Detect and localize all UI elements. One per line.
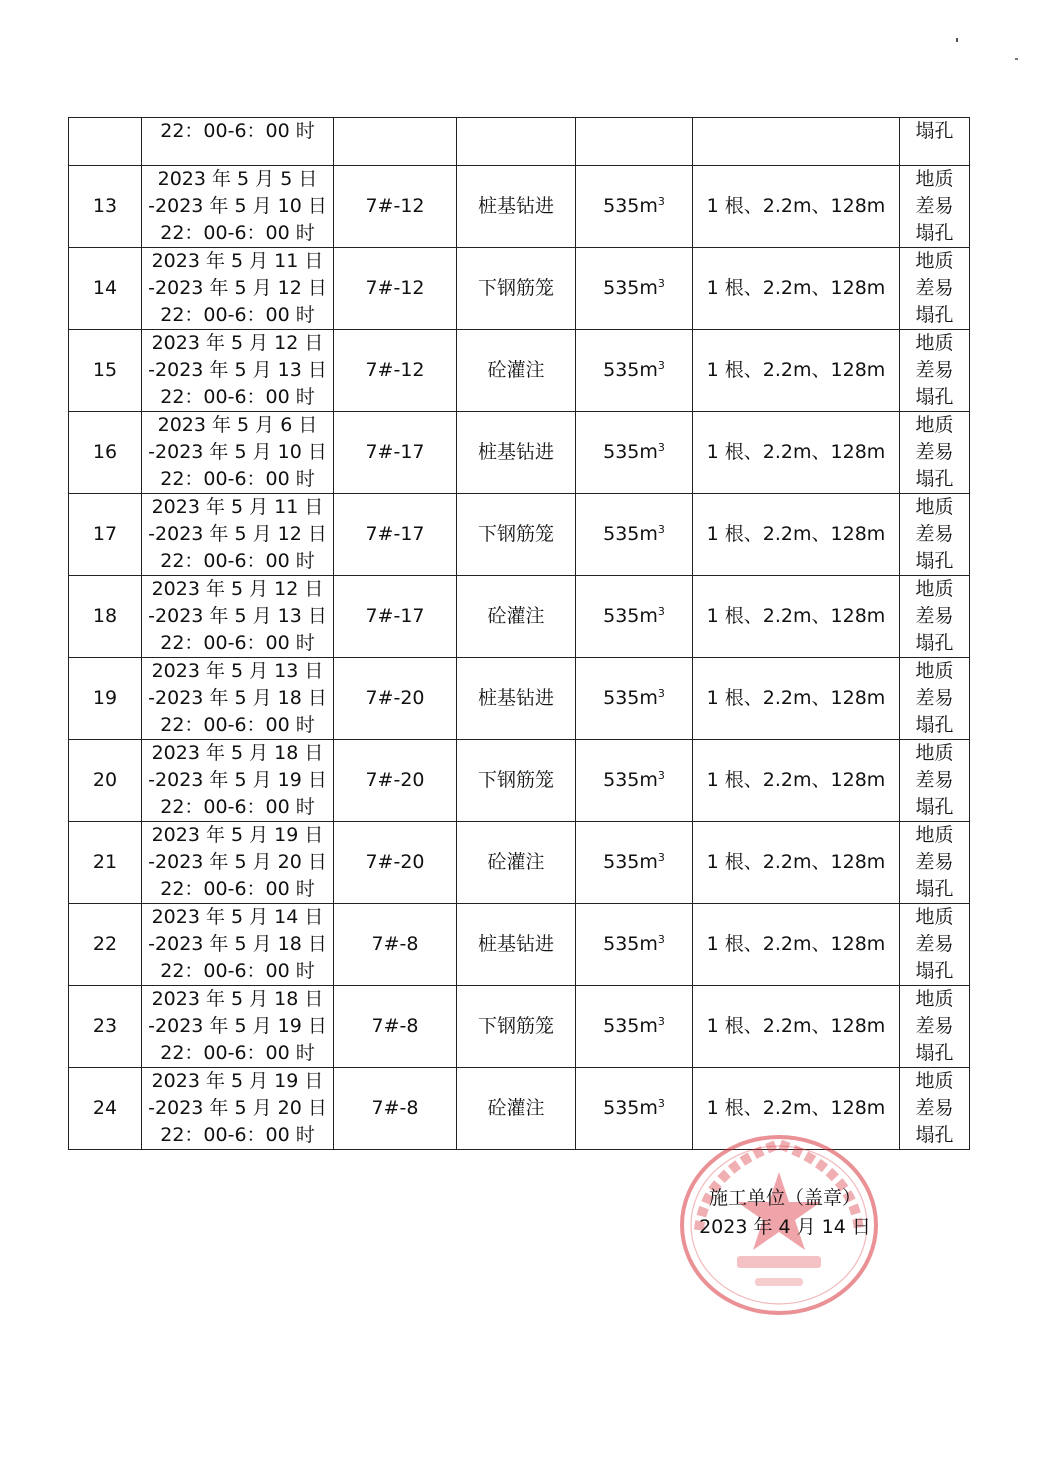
note-line: 地质 <box>915 742 954 764</box>
note-line: 塌孔 <box>915 222 954 244</box>
note-line: 塌孔 <box>915 714 954 736</box>
row-number: 14 <box>92 277 118 299</box>
note-line: 差易 <box>915 769 954 791</box>
cell-no <box>69 494 142 576</box>
time-line: 2023 年 5 月 18 日 <box>151 742 324 764</box>
cell-spec <box>693 658 900 740</box>
note-line: 差易 <box>915 933 954 955</box>
cell-time <box>142 904 334 986</box>
volume-number: 535m <box>603 851 658 873</box>
cell-note <box>900 248 970 330</box>
volume-exponent: 3 <box>657 195 665 208</box>
cell-time: 22：00-6：00 时 <box>142 118 334 166</box>
cell-process <box>457 904 576 986</box>
time-line: 2023 年 5 月 5 日 <box>157 168 318 190</box>
cell-volume <box>576 330 693 412</box>
pile-id: 7#-12 <box>365 277 425 299</box>
time-line: -2023 年 5 月 13 日 <box>148 359 327 381</box>
note-line: 塌孔 <box>915 796 954 818</box>
pile-id: 7#-20 <box>365 687 425 709</box>
note-line: 地质 <box>915 824 954 846</box>
table-row <box>69 166 970 248</box>
row-number: 16 <box>92 441 118 463</box>
cell-volume <box>576 1068 693 1150</box>
pile-spec: 1 根、2.2m、128m <box>706 359 886 381</box>
volume-value <box>576 931 692 958</box>
pile-id: 7#-12 <box>365 195 425 217</box>
table-row <box>69 986 970 1068</box>
volume-value <box>576 767 692 794</box>
cell-volume <box>576 986 693 1068</box>
time-line: 2023 年 5 月 14 日 <box>151 906 324 928</box>
time-line: -2023 年 5 月 19 日 <box>148 1015 327 1037</box>
cell-pile <box>334 118 457 166</box>
pile-id: 7#-17 <box>365 605 425 627</box>
process-name: 下钢筋笼 <box>477 1015 554 1037</box>
time-line: 2023 年 5 月 19 日 <box>151 824 324 846</box>
table-row <box>69 822 970 904</box>
volume-exponent: 3 <box>657 1097 665 1110</box>
cell-process <box>457 330 576 412</box>
cell-spec <box>693 986 900 1068</box>
cell-time <box>142 412 334 494</box>
cell-time <box>142 576 334 658</box>
cell-pile <box>334 494 457 576</box>
cell-no <box>69 330 142 412</box>
cell-pile <box>334 412 457 494</box>
note-line: 塌孔 <box>915 550 954 572</box>
cell-note <box>900 822 970 904</box>
note-line: 差易 <box>915 851 954 873</box>
cell-note <box>900 330 970 412</box>
pile-spec: 1 根、2.2m、128m <box>706 523 886 545</box>
cell-volume <box>576 412 693 494</box>
volume-value <box>576 275 692 302</box>
cell-time <box>142 740 334 822</box>
cell-no <box>69 1068 142 1150</box>
volume-value <box>576 357 692 384</box>
cell-pile <box>334 248 457 330</box>
row-number: 24 <box>92 1097 118 1119</box>
table-row-continued <box>69 118 970 166</box>
pile-id: 7#-20 <box>365 769 425 791</box>
cell-volume <box>576 658 693 740</box>
table-row <box>69 740 970 822</box>
cell-volume <box>576 740 693 822</box>
cell-spec <box>693 576 900 658</box>
cell-time <box>142 494 334 576</box>
note-line: 差易 <box>915 1097 954 1119</box>
cell-no <box>69 658 142 740</box>
time-line: 2023 年 5 月 13 日 <box>151 660 324 682</box>
cell-process <box>457 248 576 330</box>
pile-id: 7#-8 <box>371 933 419 955</box>
table-row <box>69 248 970 330</box>
time-line: 22：00-6：00 时 <box>160 1042 315 1064</box>
row-number: 13 <box>92 195 118 217</box>
construction-schedule-table <box>68 117 970 1150</box>
note-line: 差易 <box>915 359 954 381</box>
time-line: 22：00-6：00 时 <box>160 222 315 244</box>
volume-exponent: 3 <box>657 277 665 290</box>
note-line: 地质 <box>915 578 954 600</box>
volume-exponent: 3 <box>657 851 665 864</box>
note-line: 差易 <box>915 523 954 545</box>
construction-unit-label: 施工单位（盖章） <box>708 1187 861 1209</box>
volume-value <box>576 193 692 220</box>
note-line: 差易 <box>915 605 954 627</box>
time-line: -2023 年 5 月 18 日 <box>148 933 327 955</box>
row-number: 15 <box>92 359 118 381</box>
volume-number: 535m <box>603 933 658 955</box>
row-number: 20 <box>92 769 118 791</box>
note-line: 塌孔 <box>915 468 954 490</box>
volume-number: 535m <box>603 277 658 299</box>
note-line: 地质 <box>915 660 954 682</box>
cell-spec <box>693 166 900 248</box>
cell-volume <box>576 248 693 330</box>
time-line: 22：00-6：00 时 <box>160 632 315 654</box>
cell-volume <box>576 166 693 248</box>
volume-exponent: 3 <box>657 933 665 946</box>
volume-exponent: 3 <box>657 523 665 536</box>
cell-volume <box>576 576 693 658</box>
time-line: 2023 年 5 月 19 日 <box>151 1070 324 1092</box>
time-line: -2023 年 5 月 20 日 <box>148 1097 327 1119</box>
cell-spec <box>693 1068 900 1150</box>
time-line: -2023 年 5 月 18 日 <box>148 687 327 709</box>
process-name: 砼灌注 <box>487 1097 545 1119</box>
process-name: 下钢筋笼 <box>477 523 554 545</box>
cell-process <box>457 822 576 904</box>
table-row <box>69 494 970 576</box>
cell-note <box>900 412 970 494</box>
cell-volume <box>576 822 693 904</box>
volume-value <box>576 603 692 630</box>
cell-time <box>142 330 334 412</box>
cell-time <box>142 1068 334 1150</box>
cell-note: 塌孔 <box>900 118 970 166</box>
volume-number: 535m <box>603 769 658 791</box>
pile-spec: 1 根、2.2m、128m <box>706 933 886 955</box>
volume-number: 535m <box>603 1097 658 1119</box>
time-line: 22：00-6：00 时 <box>160 796 315 818</box>
note-line: 塌孔 <box>915 1124 954 1146</box>
pile-id: 7#-8 <box>371 1015 419 1037</box>
volume-exponent: 3 <box>657 605 665 618</box>
time-line: 22：00-6：00 时 <box>160 1124 315 1146</box>
table-row <box>69 330 970 412</box>
pile-id: 7#-12 <box>365 359 425 381</box>
cell-volume <box>576 494 693 576</box>
cell-time <box>142 658 334 740</box>
volume-value <box>576 521 692 548</box>
pile-spec: 1 根、2.2m、128m <box>706 769 886 791</box>
note-line: 差易 <box>915 1015 954 1037</box>
note-line: 差易 <box>915 441 954 463</box>
note-line: 地质 <box>915 988 954 1010</box>
signature-block <box>690 1184 880 1242</box>
cell-pile <box>334 986 457 1068</box>
time-line: 22：00-6：00 时 <box>160 304 315 326</box>
cell-process <box>457 166 576 248</box>
note-line: 差易 <box>915 195 954 217</box>
cell-time <box>142 166 334 248</box>
row-number: 17 <box>92 523 118 545</box>
note-line: 地质 <box>915 332 954 354</box>
cell-spec <box>693 330 900 412</box>
volume-number: 535m <box>603 687 658 709</box>
pile-spec: 1 根、2.2m、128m <box>706 1097 886 1119</box>
volume-value <box>576 1095 692 1122</box>
cell-pile <box>334 904 457 986</box>
pile-id: 7#-17 <box>365 523 425 545</box>
volume-exponent: 3 <box>657 687 665 700</box>
time-line: -2023 年 5 月 13 日 <box>148 605 327 627</box>
note-line: 塌孔 <box>915 960 954 982</box>
cell-pile <box>334 576 457 658</box>
cell-spec <box>693 412 900 494</box>
cell-process <box>457 986 576 1068</box>
cell-no <box>69 740 142 822</box>
pile-id: 7#-17 <box>365 441 425 463</box>
cell-volume <box>576 904 693 986</box>
table-row <box>69 1068 970 1150</box>
volume-number: 535m <box>603 523 658 545</box>
cell-no <box>69 118 142 166</box>
time-line: 22：00-6：00 时 <box>160 878 315 900</box>
cell-volume <box>576 118 693 166</box>
note-line: 差易 <box>915 687 954 709</box>
process-name: 桩基钻进 <box>477 687 554 709</box>
cell-process <box>457 658 576 740</box>
cell-pile <box>334 822 457 904</box>
cell-note <box>900 166 970 248</box>
volume-exponent: 3 <box>657 359 665 372</box>
cell-process <box>457 412 576 494</box>
row-number: 23 <box>92 1015 118 1037</box>
cell-process <box>457 118 576 166</box>
volume-number: 535m <box>603 441 658 463</box>
volume-value <box>576 1013 692 1040</box>
note-line: 地质 <box>915 168 954 190</box>
cell-process <box>457 576 576 658</box>
time-line: -2023 年 5 月 19 日 <box>148 769 327 791</box>
time-line: 22：00-6：00 时 <box>160 468 315 490</box>
cell-note <box>900 1068 970 1150</box>
cell-note <box>900 576 970 658</box>
row-number: 21 <box>92 851 118 873</box>
process-name: 砼灌注 <box>487 359 545 381</box>
process-name: 砼灌注 <box>487 605 545 627</box>
cell-process <box>457 1068 576 1150</box>
cell-spec <box>693 248 900 330</box>
time-line: 22：00-6：00 时 <box>160 714 315 736</box>
cell-pile <box>334 740 457 822</box>
pile-spec: 1 根、2.2m、128m <box>706 441 886 463</box>
pile-spec: 1 根、2.2m、128m <box>706 851 886 873</box>
cell-process <box>457 494 576 576</box>
time-line: -2023 年 5 月 10 日 <box>148 441 327 463</box>
time-line: 2023 年 5 月 12 日 <box>151 578 324 600</box>
row-number: 18 <box>92 605 118 627</box>
table-body <box>69 118 970 1150</box>
cell-no <box>69 904 142 986</box>
time-line: 22：00-6：00 时 <box>160 386 315 408</box>
note-line: 地质 <box>915 906 954 928</box>
cell-no <box>69 166 142 248</box>
cell-no <box>69 576 142 658</box>
volume-value <box>576 849 692 876</box>
cell-note <box>900 904 970 986</box>
note-line: 地质 <box>915 496 954 518</box>
process-name: 桩基钻进 <box>477 195 554 217</box>
cell-pile <box>334 166 457 248</box>
time-line: 2023 年 5 月 6 日 <box>157 414 318 436</box>
note-line: 差易 <box>915 277 954 299</box>
note-line: 地质 <box>915 250 954 272</box>
cell-note <box>900 658 970 740</box>
note-line: 塌孔 <box>915 386 954 408</box>
cell-time <box>142 822 334 904</box>
cell-pile <box>334 1068 457 1150</box>
process-name: 下钢筋笼 <box>477 277 554 299</box>
note-line: 地质 <box>915 414 954 436</box>
cell-spec <box>693 118 900 166</box>
cell-time <box>142 986 334 1068</box>
note-line: 塌孔 <box>915 878 954 900</box>
table-row <box>69 412 970 494</box>
volume-value <box>576 685 692 712</box>
cell-pile <box>334 658 457 740</box>
scan-speck <box>956 38 958 42</box>
cell-note <box>900 494 970 576</box>
cell-note <box>900 740 970 822</box>
time-line: -2023 年 5 月 10 日 <box>148 195 327 217</box>
time-line: 2023 年 5 月 12 日 <box>151 332 324 354</box>
process-name: 桩基钻进 <box>477 933 554 955</box>
time-line: 2023 年 5 月 11 日 <box>151 250 324 272</box>
volume-exponent: 3 <box>657 441 665 454</box>
cell-time <box>142 248 334 330</box>
row-number: 22 <box>92 933 118 955</box>
volume-number: 535m <box>603 605 658 627</box>
volume-value <box>576 439 692 466</box>
volume-exponent: 3 <box>657 769 665 782</box>
time-line: 22：00-6：00 时 <box>160 960 315 982</box>
note-line: 塌孔 <box>915 1042 954 1064</box>
cell-spec <box>693 822 900 904</box>
table-row <box>69 576 970 658</box>
time-line: 2023 年 5 月 18 日 <box>151 988 324 1010</box>
cell-process <box>457 740 576 822</box>
cell-no <box>69 412 142 494</box>
pile-spec: 1 根、2.2m、128m <box>706 277 886 299</box>
process-name: 下钢筋笼 <box>477 769 554 791</box>
pile-id: 7#-8 <box>371 1097 419 1119</box>
pile-spec: 1 根、2.2m、128m <box>706 1015 886 1037</box>
time-line: 22：00-6：00 时 <box>160 550 315 572</box>
note-line: 塌孔 <box>915 304 954 326</box>
row-number: 19 <box>92 687 118 709</box>
pile-spec: 1 根、2.2m、128m <box>706 687 886 709</box>
note-line: 塌孔 <box>915 632 954 654</box>
cell-spec <box>693 740 900 822</box>
time-line: -2023 年 5 月 20 日 <box>148 851 327 873</box>
scan-speck <box>1015 58 1018 60</box>
cell-pile <box>334 330 457 412</box>
pile-spec: 1 根、2.2m、128m <box>706 195 886 217</box>
process-name: 砼灌注 <box>487 851 545 873</box>
volume-number: 535m <box>603 359 658 381</box>
cell-spec <box>693 904 900 986</box>
cell-note <box>900 986 970 1068</box>
cell-no <box>69 248 142 330</box>
time-line: -2023 年 5 月 12 日 <box>148 523 327 545</box>
cell-no <box>69 986 142 1068</box>
table-row <box>69 904 970 986</box>
table-row <box>69 658 970 740</box>
pile-id: 7#-20 <box>365 851 425 873</box>
cell-spec <box>693 494 900 576</box>
note-line: 地质 <box>915 1070 954 1092</box>
cell-no <box>69 822 142 904</box>
process-name: 桩基钻进 <box>477 441 554 463</box>
time-line: -2023 年 5 月 12 日 <box>148 277 327 299</box>
volume-exponent: 3 <box>657 1015 665 1028</box>
signature-date: 2023 年 4 月 14 日 <box>699 1216 871 1238</box>
volume-number: 535m <box>603 195 658 217</box>
volume-number: 535m <box>603 1015 658 1037</box>
pile-spec: 1 根、2.2m、128m <box>706 605 886 627</box>
time-line: 2023 年 5 月 11 日 <box>151 496 324 518</box>
